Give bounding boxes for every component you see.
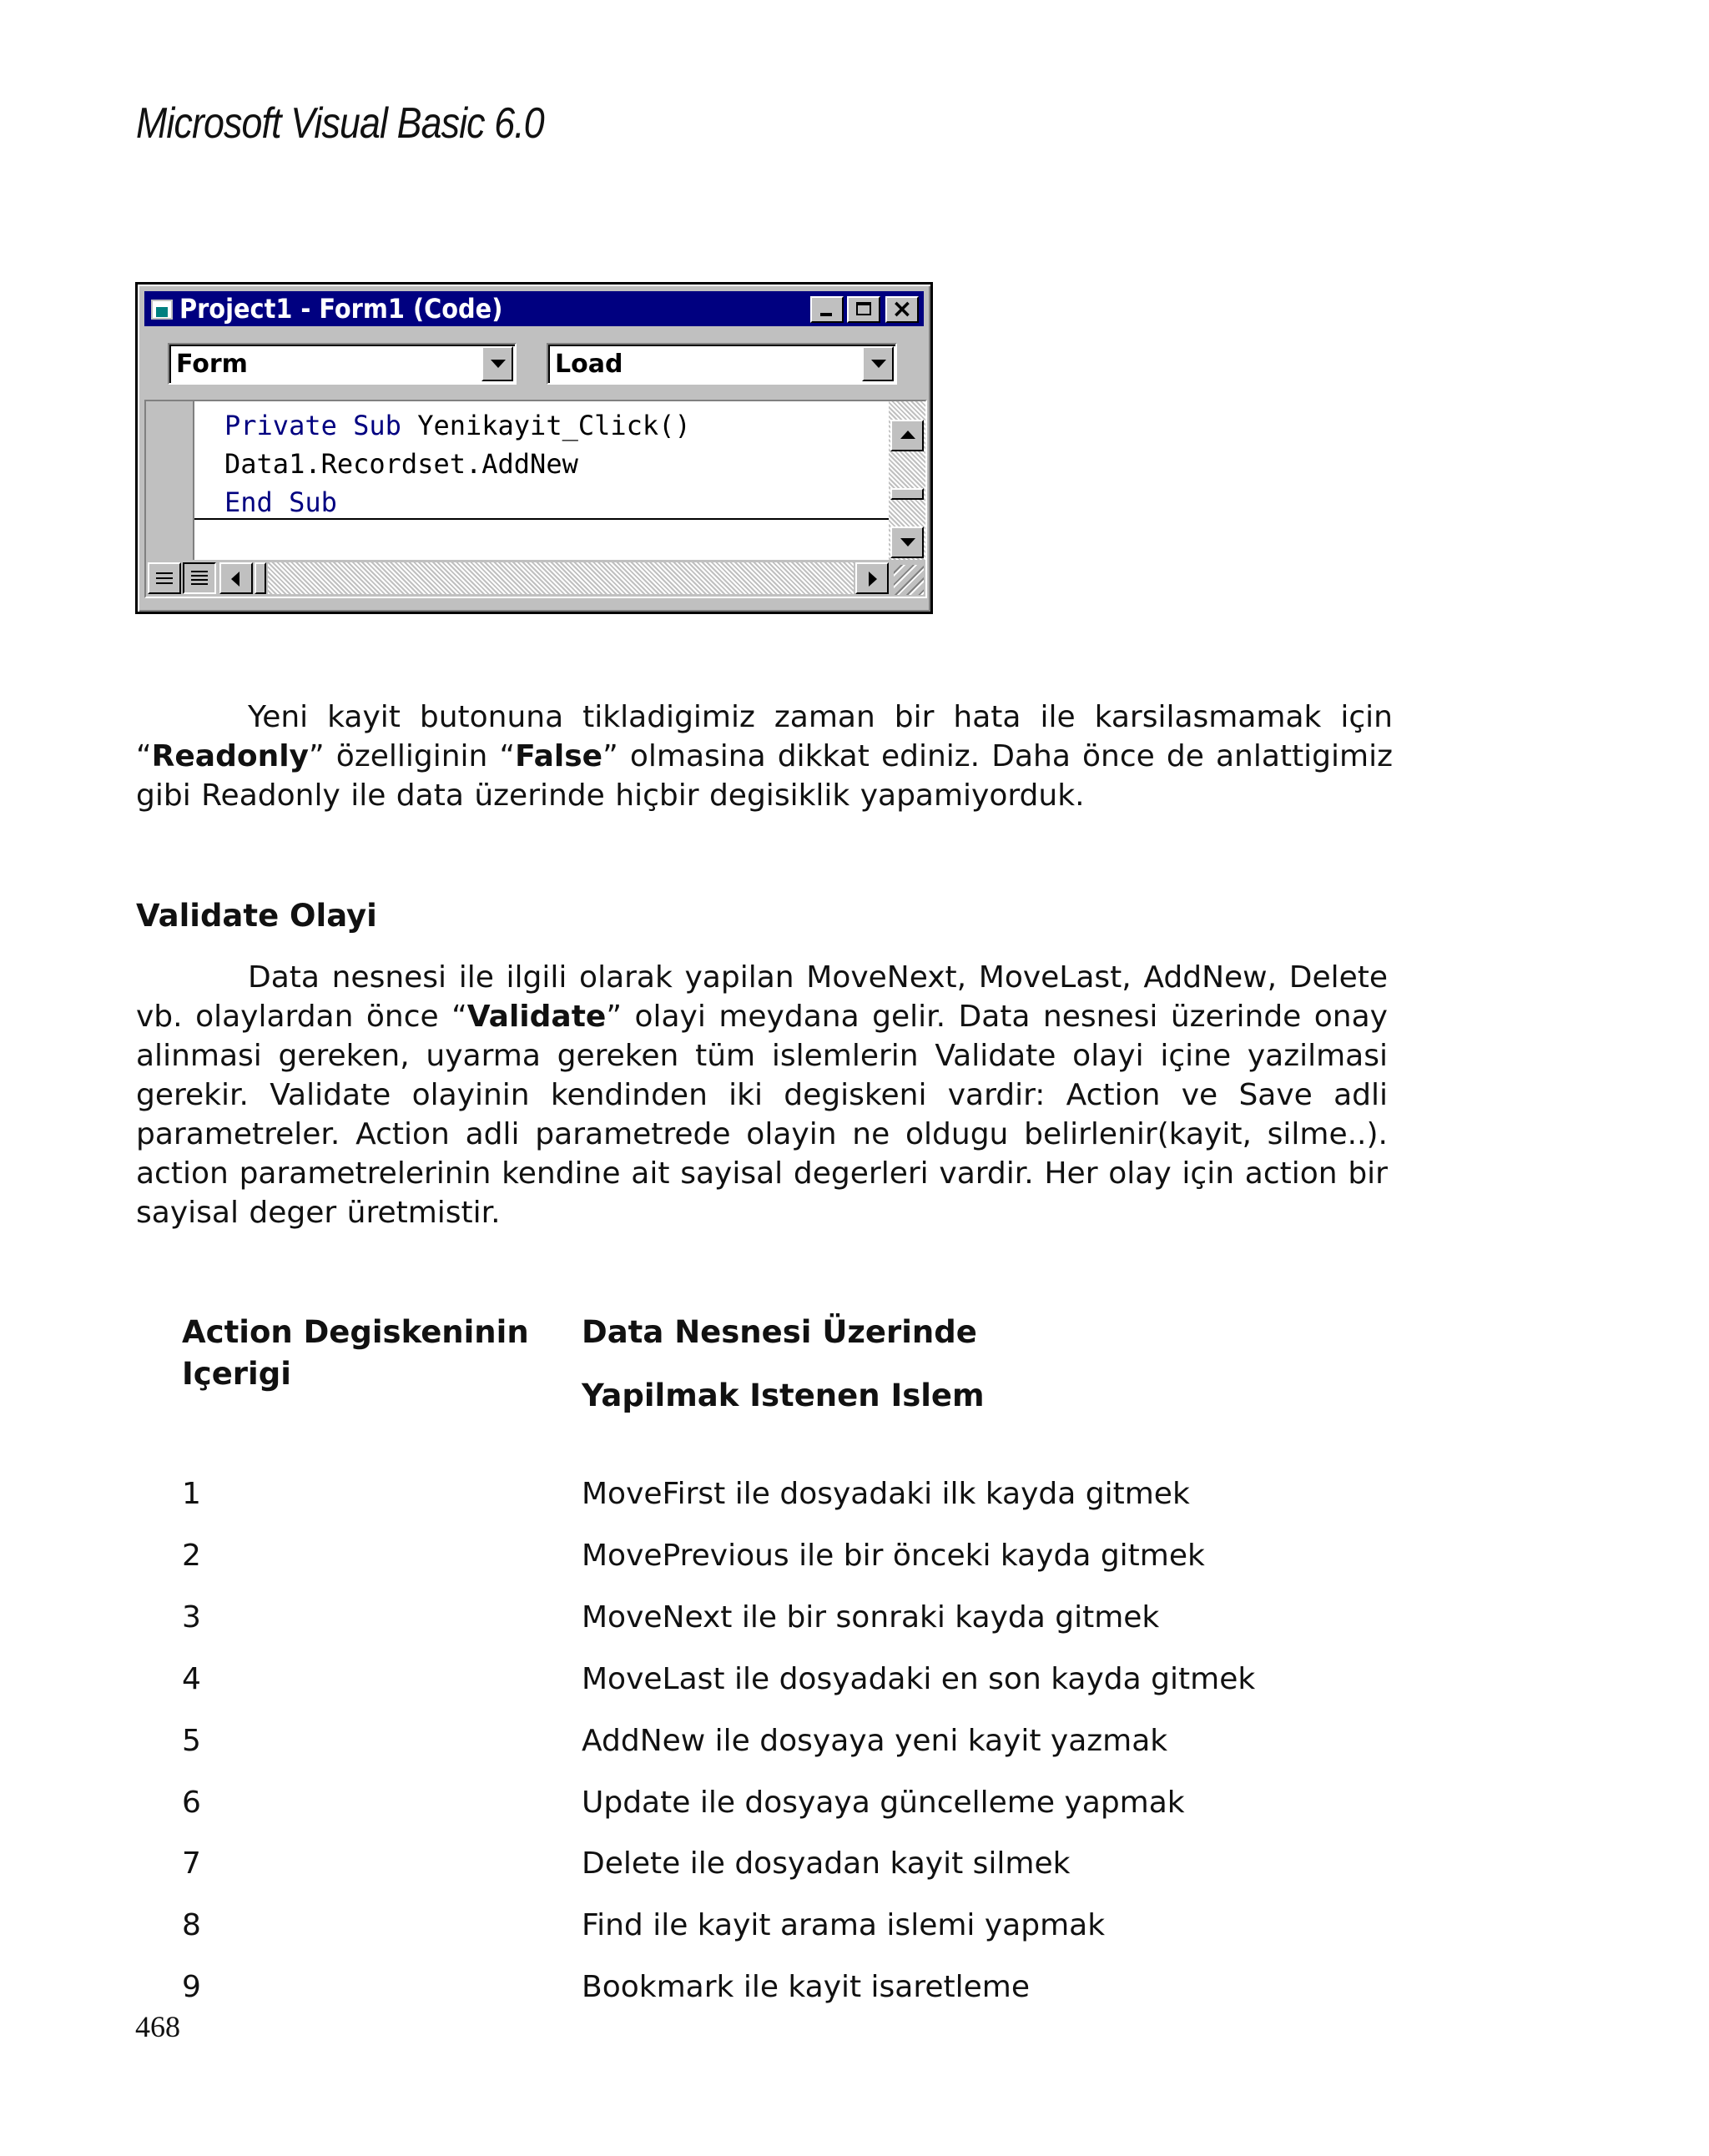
section-heading: Validate Olayi (136, 898, 377, 934)
running-header-title: Microsoft Visual Basic 6.0 (136, 99, 544, 148)
margin-indicator-bar (146, 401, 194, 562)
object-combo-value: Form (176, 350, 248, 379)
procedure-combo-dropdown-button[interactable] (862, 346, 894, 381)
procedure-view-button[interactable] (148, 562, 181, 594)
scroll-up-arrow-icon (900, 431, 915, 439)
action-value: 9 (182, 1970, 201, 2004)
dropdown-arrow-icon (491, 360, 506, 368)
full-module-view-button[interactable] (183, 562, 216, 594)
table-row (182, 1846, 1434, 1908)
action-value: 3 (182, 1600, 201, 1635)
table-row (182, 1539, 1434, 1600)
code-keyword: End Sub (224, 486, 337, 518)
scroll-right-arrow-icon (869, 572, 877, 587)
code-statement: Data1.Recordset.AddNew (224, 448, 578, 480)
table-header-line: Yapilmak Istenen Islem (582, 1378, 985, 1413)
procedure-combo-value: Load (555, 350, 623, 379)
action-value: 7 (182, 1846, 201, 1881)
dropdown-arrow-icon (871, 360, 886, 368)
operation-description: Delete ile dosyadan kayit silmek (582, 1846, 1071, 1881)
procedure-separator (194, 518, 889, 520)
scroll-right-button[interactable] (855, 562, 889, 594)
bold-term-validate: Validate (466, 1000, 607, 1034)
code-keyword: Private Sub (224, 410, 401, 441)
close-icon: × (891, 295, 913, 324)
action-value: 5 (182, 1724, 201, 1758)
minimize-button[interactable] (810, 296, 844, 323)
procedure-combo[interactable] (547, 343, 897, 385)
table-row (182, 1724, 1434, 1786)
paragraph-readonly-note (136, 698, 1393, 815)
table-row (182, 1600, 1434, 1662)
table-row (182, 1477, 1434, 1539)
page-number: 468 (135, 2010, 180, 2043)
table-row (182, 1662, 1434, 1724)
operation-description: Find ile kayit arama islemi yapmak (582, 1908, 1106, 1942)
horizontal-scroll-thumb[interactable] (255, 562, 266, 594)
operation-description: MoveFirst ile dosyadaki ilk kayda gitmek (582, 1477, 1190, 1511)
table-row (182, 1786, 1434, 1847)
bold-term-false: False (515, 739, 603, 773)
object-combo[interactable] (168, 343, 517, 385)
action-value: 8 (182, 1908, 201, 1942)
vb-code-window (135, 282, 933, 614)
minimize-icon (820, 313, 832, 316)
table-row (182, 1908, 1434, 1970)
table-header-action-value: Action Degiskeninin Içerigi (182, 1314, 529, 1392)
paragraph-validate-description (136, 958, 1388, 1232)
scroll-left-arrow-icon (231, 572, 239, 587)
object-combo-dropdown-button[interactable] (481, 346, 513, 381)
scroll-up-button[interactable] (890, 420, 924, 451)
operation-description: Bookmark ile kayit isaretleme (582, 1970, 1031, 2004)
paragraph-text: Data nesnesi ile ilgili olarak yapilan MoveNext, MoveLast, AddNew, Delete vb. olaylardan önce “ (136, 960, 1388, 1034)
vertical-scrollbar[interactable] (889, 401, 925, 562)
window-title-bar (144, 291, 924, 326)
operation-description: MoveLast ile dosyadaki en son kayda gitmek (582, 1662, 1256, 1696)
horizontal-scroll-track[interactable] (268, 562, 854, 594)
paragraph-text: ” olayi meydana gelir. Data nesnesi üzerinde onay alinmasi gereken, uyarma gereken tüm islemlerin Validate olayi içine yazilmasi gerekir. Validate olayinin kendinden iki degiskeni vardir: Action ve Save adli parametreler. Action adli parametrede olayin ne oldugu belirlenir(kayit, silme..). action parametrelerinin kendine ait sayisal degerleri vardir. Her olay için action bir sayisal deger üretmistir. (136, 1000, 1388, 1230)
action-value: 6 (182, 1786, 201, 1820)
maximize-icon (856, 302, 871, 315)
code-editor[interactable] (144, 400, 927, 598)
table-header-operation (582, 1312, 985, 1438)
operation-description: MoveNext ile bir sonraki kayda gitmek (582, 1600, 1160, 1635)
resize-grip-icon[interactable] (894, 565, 924, 595)
scroll-down-arrow-icon (900, 538, 915, 547)
code-text[interactable] (224, 406, 691, 521)
bold-term-readonly: Readonly (151, 739, 310, 773)
maximize-button[interactable] (847, 296, 880, 323)
operation-description: AddNew ile dosyaya yeni kayit yazmak (582, 1724, 1168, 1758)
scroll-down-button[interactable] (890, 526, 924, 558)
horizontal-scrollbar[interactable] (146, 560, 925, 597)
scroll-thumb[interactable] (890, 488, 924, 500)
table-header-line: Data Nesnesi Üzerinde (582, 1314, 977, 1350)
operation-description: MovePrevious ile bir önceki kayda gitmek (582, 1539, 1205, 1573)
paragraph-text: Yeni kayit butonuna tikladigimiz zaman bir hata ile karsilasmamak için “ (136, 700, 1393, 773)
window-title: Project1 - Form1 (Code) (179, 293, 503, 325)
action-value: 2 (182, 1539, 201, 1573)
action-value: 4 (182, 1662, 201, 1696)
vb-form-icon (149, 297, 174, 320)
code-identifier: Yenikayit_Click() (401, 410, 691, 441)
operation-description: Update ile dosyaya güncelleme yapmak (582, 1786, 1185, 1820)
table-row (182, 1970, 1434, 2032)
close-button[interactable] (885, 296, 919, 323)
paragraph-text: ” özelliginin “ (309, 739, 516, 773)
action-value: 1 (182, 1477, 201, 1511)
paragraph-text: ” olmasina dikkat ediniz. Daha önce de anlattigimiz gibi Readonly ile data üzerinde hiçbir degisiklik yapamiyorduk. (136, 739, 1393, 813)
scroll-left-button[interactable] (219, 562, 253, 594)
